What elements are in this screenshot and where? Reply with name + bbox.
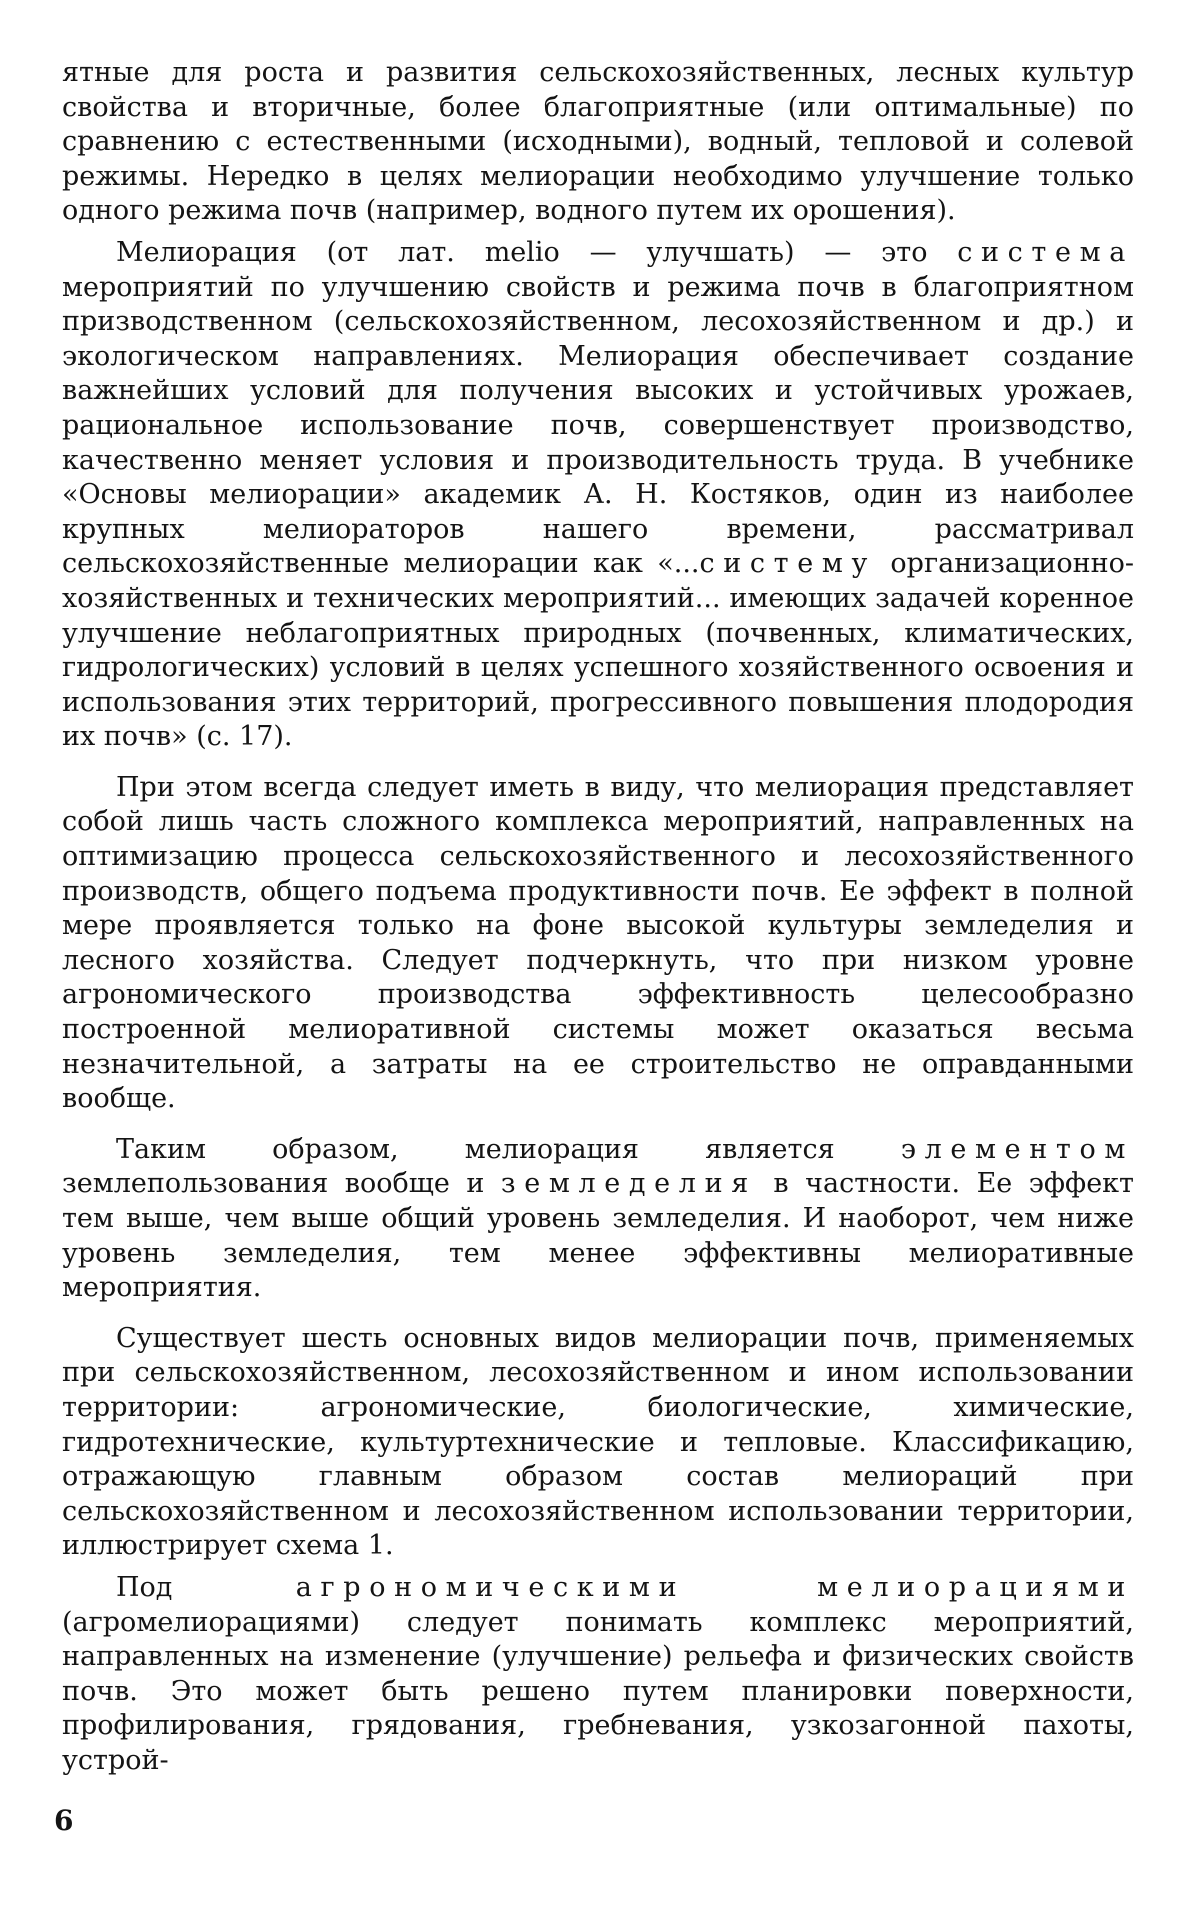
paragraph-element-of-land-use [62,1133,1134,1306]
paragraph-complex-measures [62,771,1134,1117]
emphasized-term: элементом [900,1133,1134,1165]
paragraph-text: организационно-хозяйственных и технических мероприятий... имеющих задачей коренное улучшение неблагоприятных природных (почвенных, климатических, гидрологических) условий в целях успешного хозяйственного освоения и использования этих территорий, прогрессивного повышения плодородия их почв» (с. 17). [62,548,1134,753]
paragraph-text: При этом всегда следует иметь в виду, что мелиорация представляет собой лишь часть сложного комплекса мероприятий, направленных на оптимизацию процесса сельскохозяйственного и лесохозяйственного производств, общего подъема продуктивности почв. Ее эффект в полной мере проявляется только на фоне высокой культуры земледелия и лесного хозяйства. Следует подчеркнуть, что при низком уровне агрономического производства эффективность целесообразно построенной мелиоративной системы может оказаться весьма незначительной, а затраты на ее строительство не оправданными вообще. [62,771,1134,1115]
paragraph-melioration-definition [62,236,1134,755]
paragraph-text: мероприятий по улучшению свойств и режима почв в благоприятном призводственном (сельскохозяйственном, лесохозяйственном и др.) и экологическом направлениях. Мелиорация обеспечивает создание важнейших условий для получения высоких и устойчивых урожаев, рациональное использование почв, совершенствует производство, качественно меняет условия и производительность труда. В учебнике «Основы мелиорации» академик А. Н. Костяков, один из наиболее крупных мелиораторов нашего времени, рассматривал сельскохозяйственные мелиорации как «... [62,271,1134,580]
page-number: 6 [54,1804,74,1837]
paragraph-text: Под [116,1571,296,1603]
emphasized-term: земледелия [500,1168,757,1200]
paragraph-six-types [62,1322,1134,1564]
paragraph-text: Существует шесть основных видов мелиорации почв, применяемых при сельскохозяйственном, лесохозяйственном и ином использовании территории: агрономические, биологические, химические, гидротехнические, культуртехнические и тепловые. Классификацию, отражающую главным образом состав мелиораций при сельскохозяйственном и лесохозяйственном использовании территории, иллюстрирует схема 1. [62,1322,1134,1562]
book-page [62,56,1134,1786]
paragraph-agronomic-melioration [62,1571,1134,1779]
emphasized-term: система [957,236,1134,268]
paragraph-continuation [62,56,1134,229]
paragraph-text: землепользования вообще и [62,1168,501,1200]
paragraph-text: в частности. Ее эффект тем выше, чем выше общий уровень земледелия. И наоборот, чем ниже уровень земледелия, тем менее эффективны мелиоративные мероприятия. [62,1168,1134,1304]
emphasized-term: агрономическими мелиорациями [295,1571,1134,1603]
paragraph-text: Мелиорация (от лат. melio — улучшать) — это [116,236,958,268]
paragraph-text: ятные для роста и развития сельскохозяйственных, лесных культур свойства и вторичные, более благоприятные (или оптимальные) по сравнению с естественными (исходными), водный, тепловой и солевой режимы. Нередко в целях мелиорации необходимо улучшение только одного режима почв (например, водного путем их орошения). [62,57,1134,227]
emphasized-term: систему [699,548,877,580]
paragraph-text: Таким образом, мелиорация является [116,1133,901,1165]
paragraph-text: (агромелиорациями) следует понимать комплекс мероприятий, направленных на изменение (улучшение) рельефа и физических свойств почв. Это может быть решено путем планировки поверхности, профилирования, грядования, гребневания, узкозагонной пахоты, устрой- [62,1606,1134,1776]
